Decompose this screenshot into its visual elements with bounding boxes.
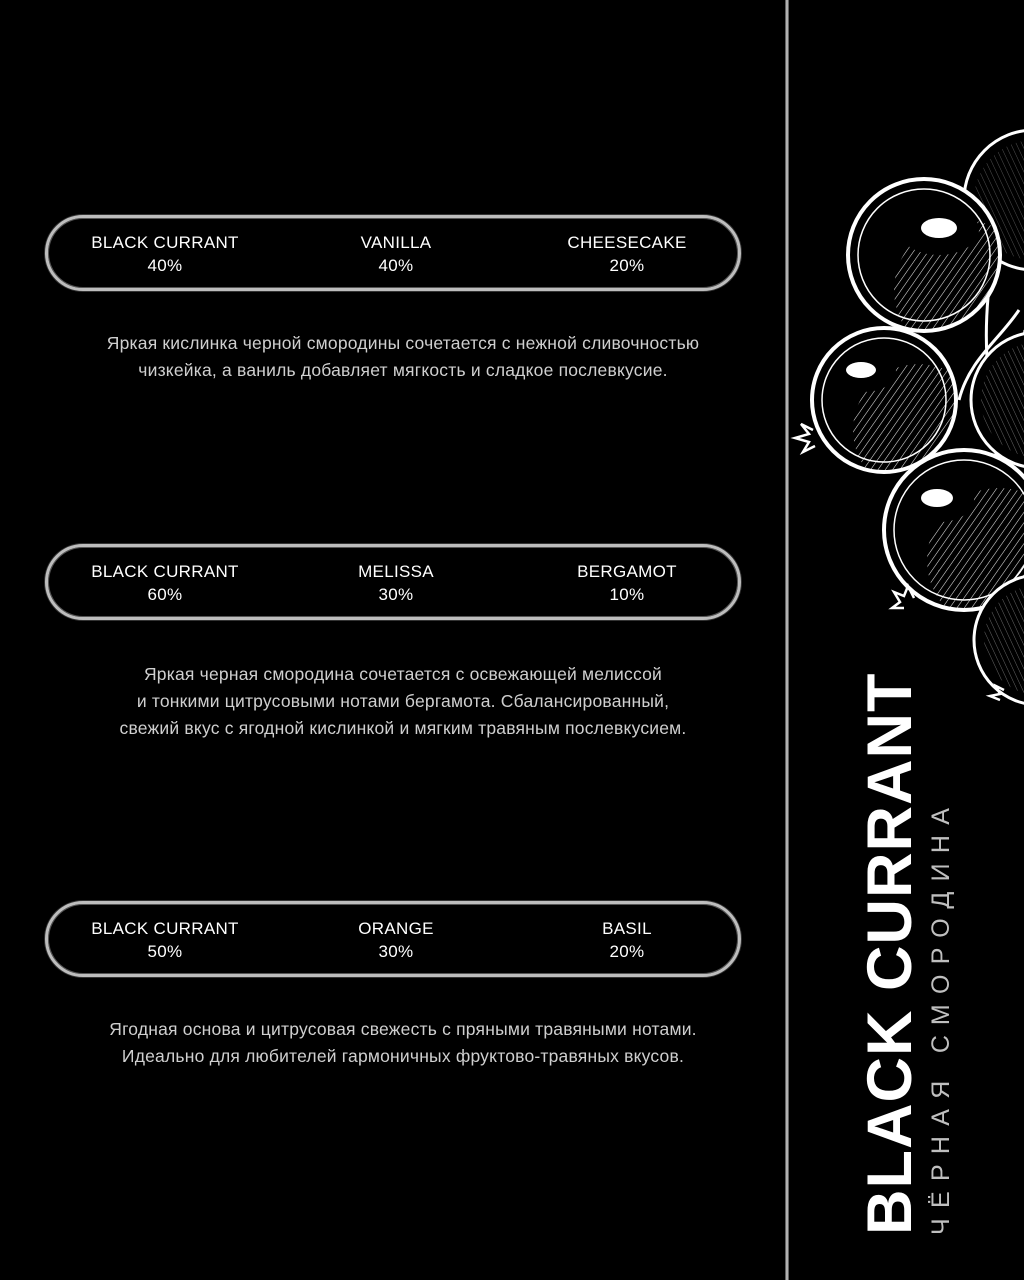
component-percent: 10% (609, 585, 645, 604)
blend-2-component-3 (527, 560, 727, 606)
blend-3-component-2 (296, 917, 496, 963)
blend-1-component-2 (296, 231, 496, 277)
component-name: CHEESECAKE (567, 233, 687, 252)
component-percent: 60% (147, 585, 183, 604)
blend-2-component-1 (65, 560, 265, 606)
product-subtitle: ЧЁРНАЯ СМОРОДИНА (927, 797, 955, 1235)
blend-2-description: Яркая черная смородина сочетается с освежающей мелиссой и тонкими цитрусовыми нотами бергамота. Сбалансированный, свежий вкус с ягодной кислинкой и мягким травяным послевкусием. (119, 664, 687, 738)
product-title: BLACK CURRANT (855, 672, 925, 1235)
berry-right (971, 332, 1024, 468)
component-percent: 30% (378, 942, 414, 961)
component-percent: 40% (147, 256, 183, 275)
blend-1-description: Яркая кислинка черной смородины сочетается с нежной сливочностью чизкейка, а ваниль добавляет мягкость и сладкое послевкусие. (106, 333, 700, 380)
blend-3-component-1 (65, 917, 265, 963)
component-name: ORANGE (358, 919, 434, 938)
component-percent: 40% (378, 256, 414, 275)
blend-1-component-3 (527, 231, 727, 277)
black-currant-illustration (789, 0, 1024, 720)
blend-2-component-2 (296, 560, 496, 606)
blend-1-composition (45, 215, 741, 291)
blend-1-component-1 (65, 231, 265, 277)
blend-3-component-3 (527, 917, 727, 963)
component-name: VANILLA (360, 233, 432, 252)
component-name: BLACK CURRANT (91, 233, 239, 252)
product-title-block (850, 672, 980, 1235)
component-name: BERGAMOT (577, 562, 677, 581)
blend-3-description: Ягодная основа и цитрусовая свежесть с пряными травяными нотами. Идеально для любителей гармоничных фруктово-травяных вкусов. (109, 1019, 697, 1066)
blend-3-composition (45, 901, 741, 977)
component-name: BLACK CURRANT (91, 919, 239, 938)
component-percent: 20% (609, 256, 645, 275)
component-name: BLACK CURRANT (91, 562, 239, 581)
component-percent: 50% (147, 942, 183, 961)
component-name: BASIL (602, 919, 652, 938)
component-percent: 30% (378, 585, 414, 604)
component-name: MELISSA (358, 562, 434, 581)
component-percent: 20% (609, 942, 645, 961)
blend-2-composition (45, 544, 741, 620)
